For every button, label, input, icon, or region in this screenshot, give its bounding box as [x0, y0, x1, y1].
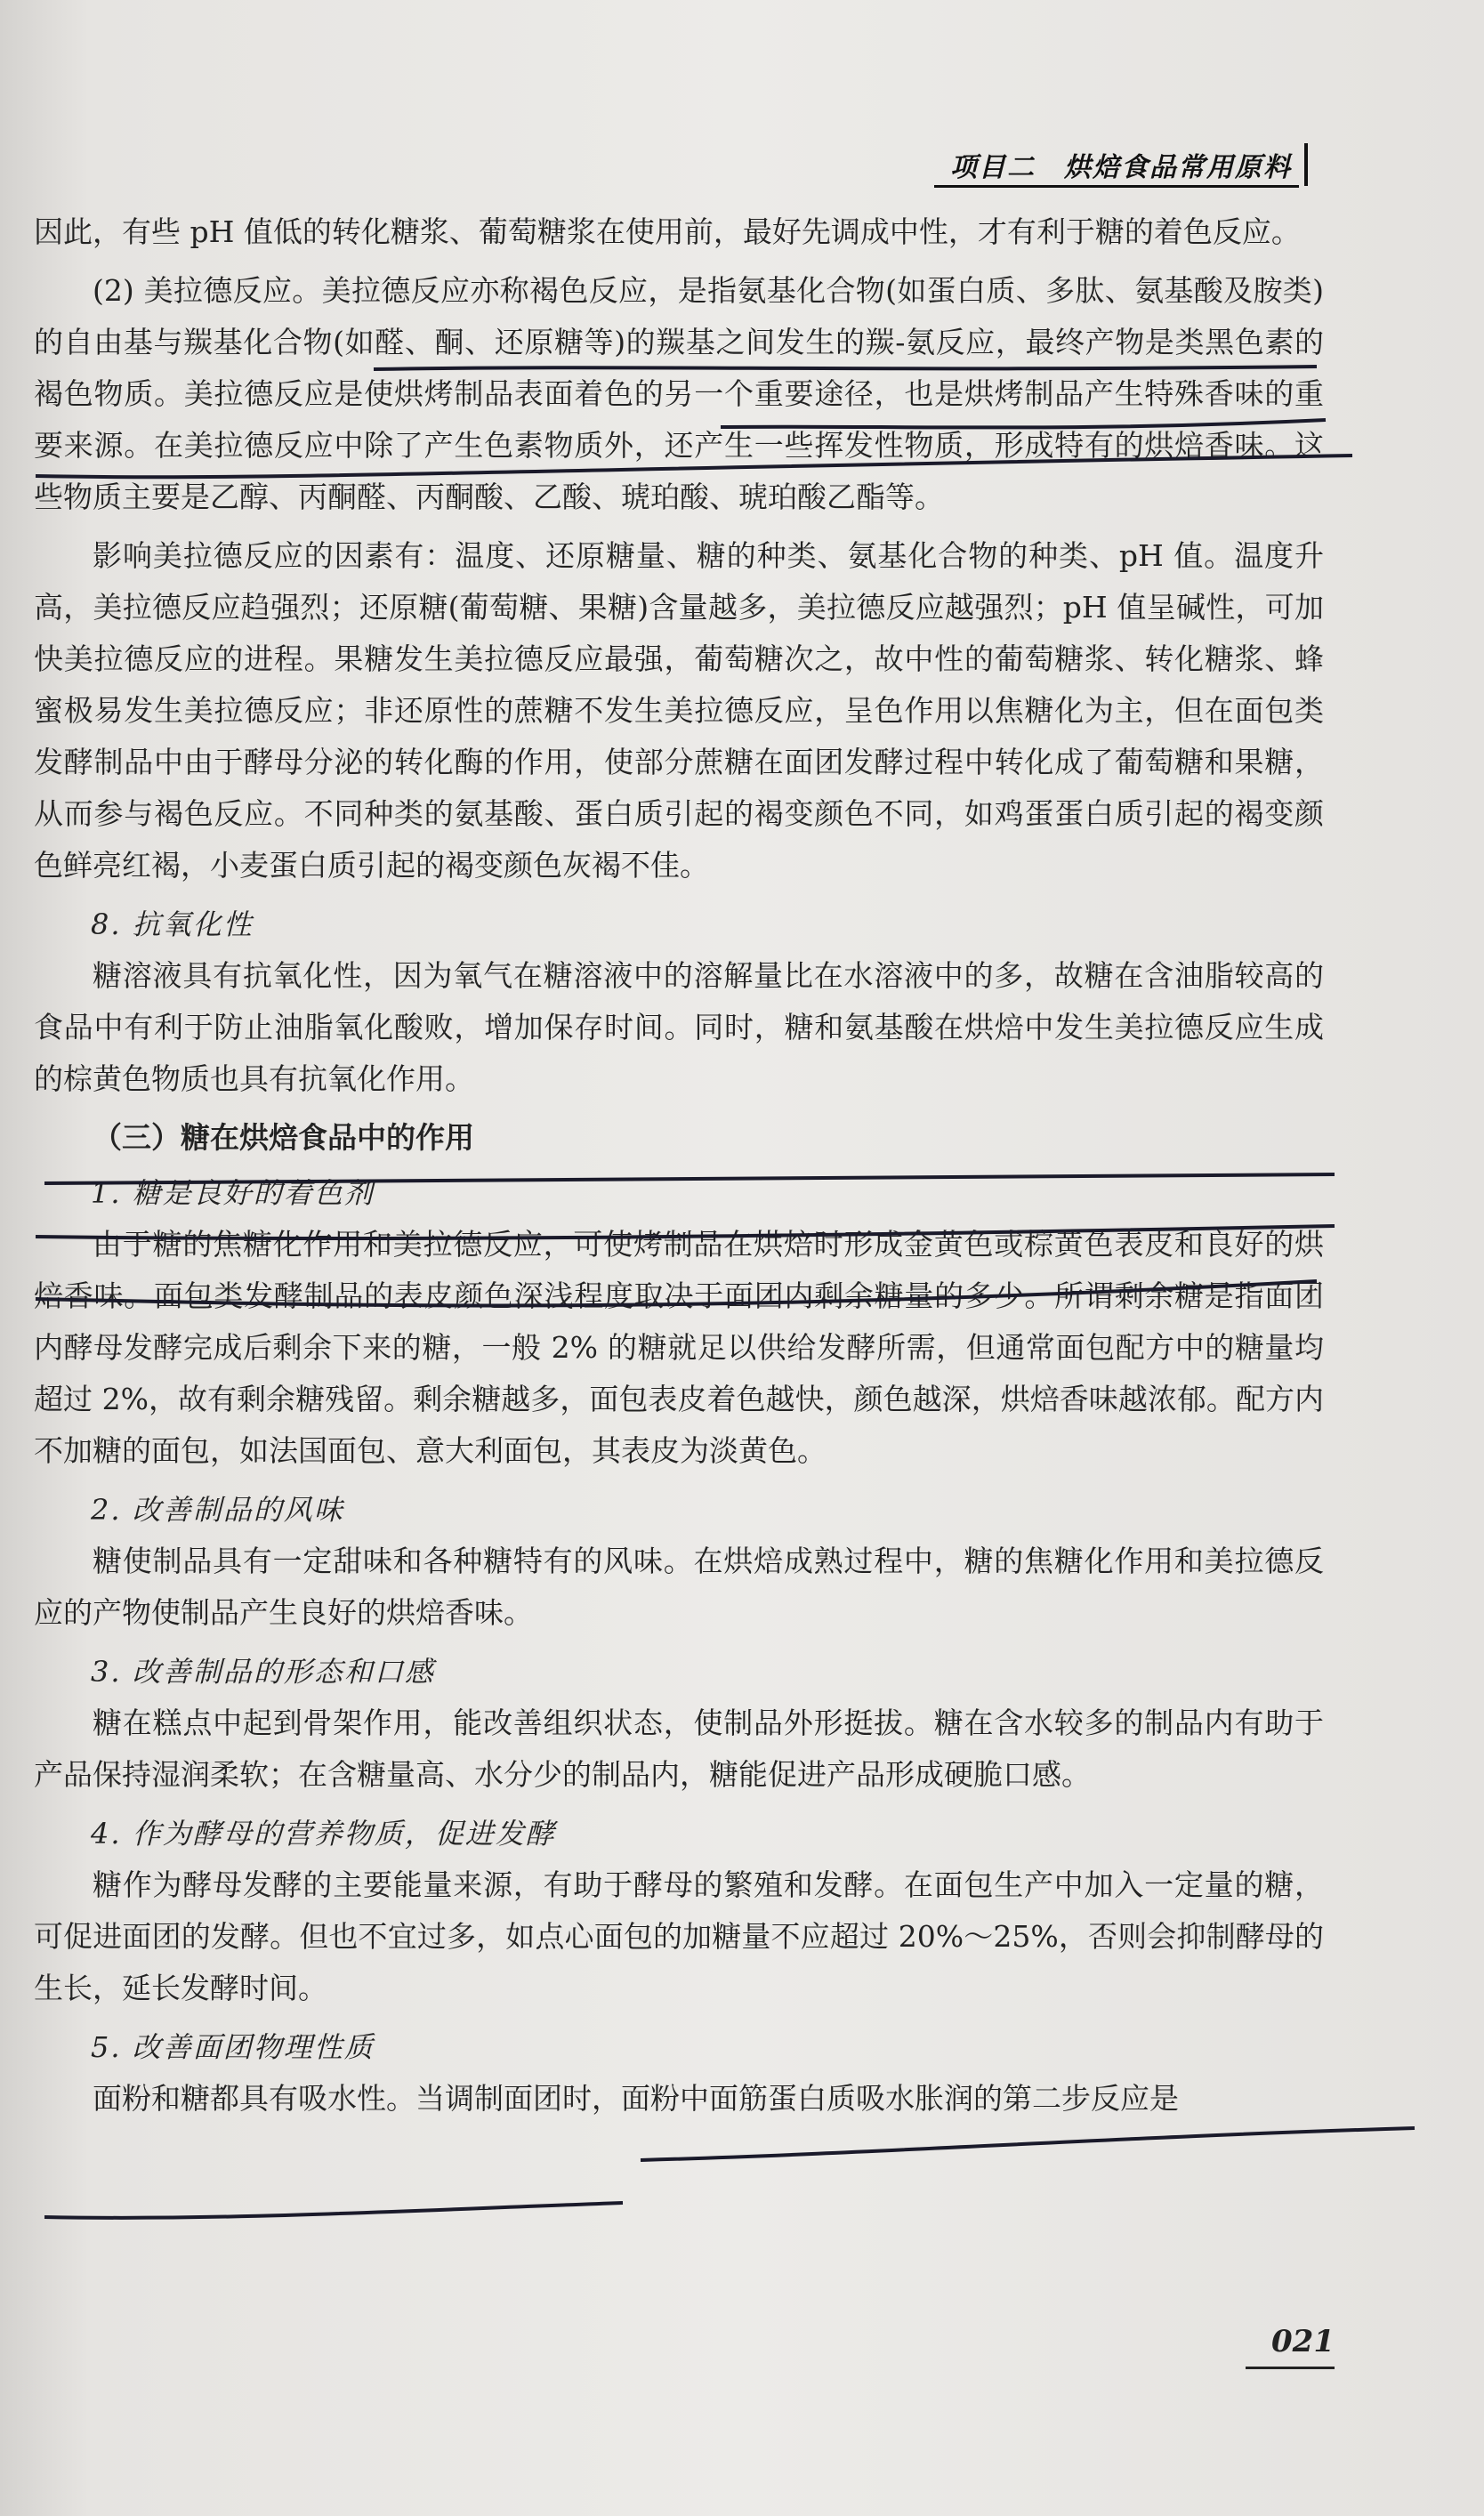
heading-flavor: 2. 改善制品的风味: [91, 1493, 344, 1527]
heading-dough: 5. 改善面团物理性质: [91, 2030, 375, 2064]
page-body: [34, 206, 1324, 2132]
underline-mark-7: [641, 2128, 1415, 2160]
running-header: [934, 142, 1308, 187]
paragraph-dough: 面粉和糖都具有吸水性。当调制面团时，面粉中面筋蛋白质吸水胀润的第二步反应是: [93, 2081, 1179, 2116]
paragraph-maillard-factors: 影响美拉德反应的因素有：温度、还原糖量、糖的种类、氨基化合物的种类、pH 值。温度升高，美拉德反应趋强烈；还原糖(葡萄糖、果糖)含量越多，美拉德反应越强烈；pH 值呈碱性，可加快美拉德反应的进程。果糖发生美拉德反应最强，葡萄糖次之，故中性的葡萄糖浆、转化糖浆、蜂蜜极易发生美拉德反应；非还原性的蔗糖不发生美拉德反应，呈色作用以焦糖化为主，但在面包类发酵制品中由于酵母分泌的转化酶的作用，使部分蔗糖在面团发酵过程中转化成了葡萄糖和果糖，从而参与褐色反应。不同种类的氨基酸、蛋白质引起的褐变颜色不同，如鸡蛋蛋白质引起的褐变颜色鲜亮红褐，小麦蛋白质引起的褐变颜色灰褐不佳。: [34, 538, 1324, 883]
header-rule: [934, 185, 1299, 188]
page-number-rule: [1246, 2367, 1335, 2369]
chapter-title: 项目二 烘焙食品常用原料: [950, 152, 1292, 183]
paragraph-yeast: 糖作为酵母发酵的主要能量来源，有助于酵母的繁殖和发酵。在面包生产中加入一定量的糖，可促进面团的发酵。但也不宜过多，如点心面包的加糖量不应超过 20%～25%，否则会抑制酵母的生长，延长发酵时间。: [34, 1867, 1324, 2005]
paragraph-colorant: 由于糖的焦糖化作用和美拉德反应，可使烤制品在烘焙时形成金黄色或棕黄色表皮和良好的烘焙香味。面包类发酵制品的表皮颜色深浅程度取决于面团内剩余糖量的多少。所谓剩余糖是指面团内酵母发酵完成后剩余下来的糖，一般 2% 的糖就足以供给发酵所需，但通常面包配方中的糖量均超过 2%，故有剩余糖残留。剩余糖越多，面包表皮着色越快，颜色越深，烘焙香味越浓郁。配方内不加糖的面包，如法国面包、意大利面包，其表皮为淡黄色。: [34, 1227, 1324, 1468]
heading-colorant: 1. 糖是良好的着色剂: [91, 1176, 375, 1210]
paragraph-continuation: 因此，有些 pH 值低的转化糖浆、葡萄糖浆在使用前，最好先调成中性，才有利于糖的着色反应。: [34, 214, 1301, 249]
section-heading-sugar-role: （三）糖在烘焙食品中的作用: [93, 1120, 474, 1155]
paragraph-flavor: 糖使制品具有一定甜味和各种糖特有的风味。在烘焙成熟过程中，糖的焦糖化作用和美拉德反应的产物使制品产生良好的烘焙香味。: [34, 1544, 1324, 1630]
heading-texture: 3. 改善制品的形态和口感: [91, 1655, 435, 1689]
header-bar: [1304, 143, 1308, 186]
paragraph-texture: 糖在糕点中起到骨架作用，能改善组织状态，使制品外形挺拔。糖在含水较多的制品内有助于产品保持湿润柔软；在含糖量高、水分少的制品内，糖能促进产品形成硬脆口感。: [34, 1706, 1324, 1792]
underline-mark-8: [44, 2203, 623, 2218]
heading-antioxidant: 8. 抗氧化性: [91, 907, 254, 941]
page-number: 021: [1271, 2324, 1335, 2359]
paragraph-maillard: (2) 美拉德反应。美拉德反应亦称褐色反应，是指氨基化合物(如蛋白质、多肽、氨基酸及胺类)的自由基与羰基化合物(如醛、酮、还原糖等)的羰基之间发生的羰-氨反应，最终产物是类黑色素的褐色物质。美拉德反应是使烘烤制品表面着色的另一个重要途径，也是烘烤制品产生特殊香味的重要来源。在美拉德反应中除了产生色素物质外，还产生一些挥发性物质，形成特有的烘焙香味。这些物质主要是乙醇、丙酮醛、丙酮酸、乙酸、琥珀酸、琥珀酸乙酯等。: [34, 273, 1324, 514]
heading-yeast: 4. 作为酵母的营养物质，促进发酵: [91, 1817, 556, 1851]
paragraph-antioxidant: 糖溶液具有抗氧化性，因为氧气在糖溶液中的溶解量比在水溶液中的多，故糖在含油脂较高的食品中有利于防止油脂氧化酸败，增加保存时间。同时，糖和氨基酸在烘焙中发生美拉德反应生成的棕黄色物质也具有抗氧化作用。: [34, 958, 1324, 1096]
